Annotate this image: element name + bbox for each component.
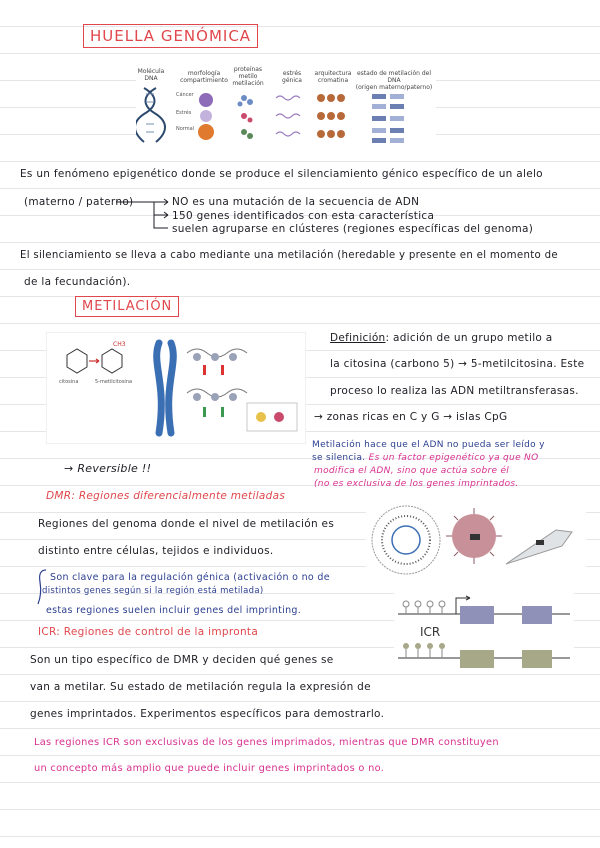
figure-header-morphology: morfología compartimiento <box>180 70 228 84</box>
dmr-line-1: Regiones del genoma donde el nivel de metilación es <box>38 518 335 530</box>
icr-pink-2: un concepto más amplio que puede incluir genes imprintados o no. <box>34 763 385 774</box>
intro-line-2a: El silenciamiento se lleva a cabo mediante una metilación (heredable y presente en el momento de <box>20 250 558 261</box>
figure-row-normal: Normal <box>176 126 195 132</box>
bracket-arrows <box>114 196 174 234</box>
section-title-metilacion: METILACIÓN <box>75 296 179 317</box>
figure-header-methylation: estado de metilación del DNA (origen materno/paterno) <box>355 70 433 91</box>
note-blue-pink-line <box>312 453 538 463</box>
icr-line-3: genes imprintados. Experimentos específicos para demostrarlo. <box>30 708 385 720</box>
dmr-note-3: estas regiones suelen incluir genes del imprinting. <box>46 605 302 616</box>
dmr-note-1: Son clave para la regulación génica (activación o no de <box>50 572 330 583</box>
dmr-line-2: distinto entre células, tejidos e individuos. <box>38 545 274 557</box>
icr-line-1: Son un tipo específico de DMR y deciden qué genes se <box>30 654 334 666</box>
definicion-line-3: proceso lo realiza las ADN metiltransferasas. <box>330 385 579 397</box>
figure-row-stress: Estrés <box>176 110 192 116</box>
icr-figure-label: ICR <box>420 625 441 639</box>
definicion-line-4: → zonas ricas en C y G → islas CpG <box>314 411 508 423</box>
label-methylcytosine: 5-metilcitosina <box>95 379 133 385</box>
note-pink-2: modifica el ADN, sino que actúa sobre él <box>314 466 510 476</box>
intro-line-2b: de la fecundación). <box>24 276 131 288</box>
epigenetics-figure <box>136 66 436 154</box>
intro-line-1: Es un fenómeno epigenético donde se produce el silenciamiento génico específico de un alelo <box>20 168 543 180</box>
icr-heading: ICR: Regiones de control de la impronta <box>38 626 259 638</box>
definicion-block <box>330 332 553 344</box>
intro-origin: (materno / paterno) <box>24 196 134 208</box>
note-pink-1: Es un factor epigenético ya que NO <box>368 453 539 463</box>
figure-row-cancer: Cáncer <box>176 92 194 98</box>
intro-bullet-1: NO es una mutación de la secuencia de ADN <box>172 196 420 208</box>
icr-figure <box>394 592 574 674</box>
figure-header-proteins: proteínas metilo metilación <box>232 66 264 87</box>
intro-bullet-3: suelen agruparse en clústeres (regiones específicas del genoma) <box>172 223 534 235</box>
icr-pink-1: Las regiones ICR son exclusivas de los genes imprimados, mientras que DMR constituyen <box>34 737 499 748</box>
definicion-line-2: la citosina (carbono 5) → 5-metilcitosina. Este <box>330 358 585 370</box>
intro-bullet-2: 150 genes identificados con esta característica <box>172 210 435 222</box>
methylation-figure <box>46 332 306 444</box>
figure-header-dna: Molécula DNA <box>137 68 165 82</box>
reversible-note: → Reversible !! <box>64 462 152 475</box>
dmr-figure-art <box>366 502 586 582</box>
figure-header-stress: estrés génica <box>282 70 302 84</box>
definicion-label: Definición <box>330 332 386 344</box>
label-cytosine: citosina <box>59 379 79 385</box>
note-blue-2: se silencia. <box>312 453 366 463</box>
methylation-figure-art <box>47 333 305 443</box>
dmr-figure <box>366 502 586 582</box>
page-title: HUELLA GENÓMICA <box>83 24 258 48</box>
icr-line-2: van a metilar. Su estado de metilación regula la expresión de <box>30 681 371 693</box>
dmr-note-2: distintos genes según si la región está metilada) <box>42 586 264 596</box>
note-blue-1: Metilación hace que el ADN no pueda ser leído y <box>312 440 545 450</box>
figure-header-chromatin: arquitectura cromatina <box>314 70 352 84</box>
definicion-line-1: : adición de un grupo metilo a <box>385 332 553 344</box>
svg-text:CH3: CH3 <box>113 341 126 348</box>
note-pink-3: (no es exclusiva de los genes imprintados. <box>314 479 519 489</box>
dmr-heading: DMR: Regiones diferencialmente metiladas <box>46 490 286 502</box>
